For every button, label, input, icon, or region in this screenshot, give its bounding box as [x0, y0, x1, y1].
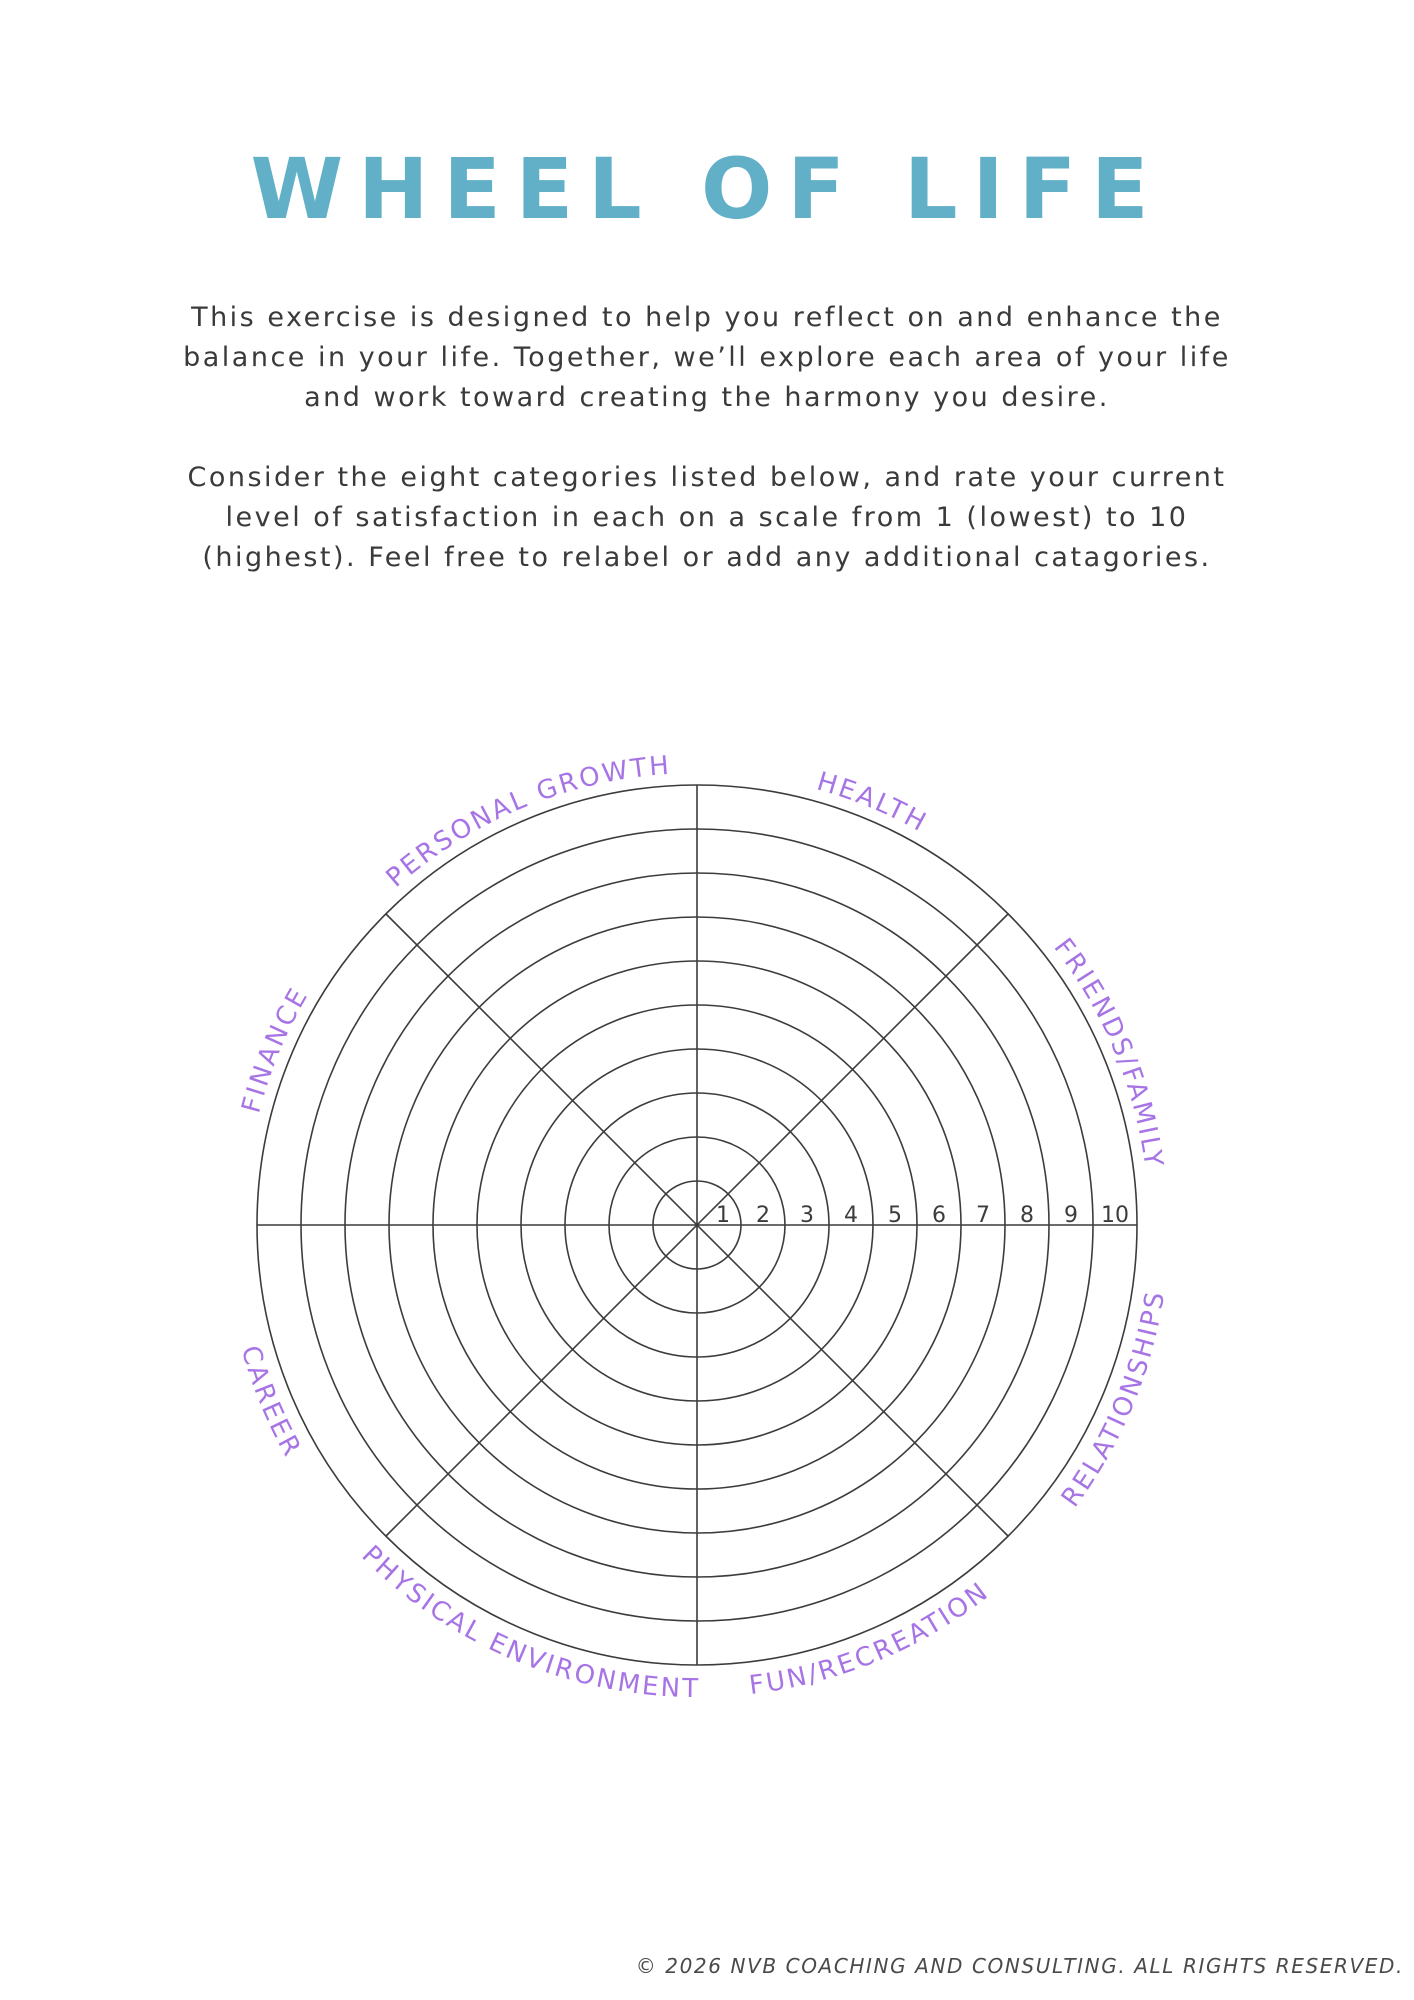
intro-line: balance in your life. Together, we’ll explore each area of your life	[183, 342, 1231, 373]
scale-label-1: 1	[716, 1203, 730, 1228]
scale-label-6: 6	[932, 1203, 946, 1228]
category-label-physical-environment[interactable]: PHYSICAL ENVIRONMENT	[355, 1539, 701, 1705]
category-label-fun-recreation[interactable]: FUN/RECREATION	[747, 1576, 996, 1702]
scale-label-10: 10	[1101, 1203, 1129, 1228]
scale-label-7: 7	[976, 1203, 990, 1228]
scale-label-3: 3	[800, 1203, 814, 1228]
intro-line: (highest). Feel free to relabel or add any additional catagories.	[202, 542, 1212, 573]
page-title: WHEEL OF LIFE	[250, 140, 1164, 238]
copyright-footer: © 2026 NVB COACHING AND CONSULTING. ALL RIGHTS RESERVED.	[635, 1954, 1404, 1978]
intro-line: level of satisfaction in each on a scale from 1 (lowest) to 10	[225, 502, 1189, 533]
scale-label-5: 5	[888, 1203, 902, 1228]
category-label-finance[interactable]: FINANCE	[236, 981, 315, 1117]
scale-label-8: 8	[1020, 1203, 1034, 1228]
category-dividers	[257, 785, 1137, 1665]
scale-label-9: 9	[1064, 1203, 1078, 1228]
scale-label-2: 2	[756, 1203, 770, 1228]
intro-line: and work toward creating the harmony you desire.	[304, 382, 1110, 413]
intro-line: This exercise is designed to help you reflect on and enhance the	[191, 302, 1223, 333]
category-label-friends-family[interactable]: FRIENDS/FAMILY	[1047, 932, 1169, 1171]
scale-label-4: 4	[844, 1203, 858, 1228]
category-label-health[interactable]: HEALTH	[813, 766, 933, 839]
intro-line: Consider the eight categories listed below, and rate your current	[187, 462, 1227, 493]
category-label-relationships[interactable]: RELATIONSHIPS	[1055, 1287, 1172, 1513]
category-label-personal-growth[interactable]: PERSONAL GROWTH	[380, 750, 673, 894]
category-label-career[interactable]: CAREER	[234, 1342, 308, 1463]
